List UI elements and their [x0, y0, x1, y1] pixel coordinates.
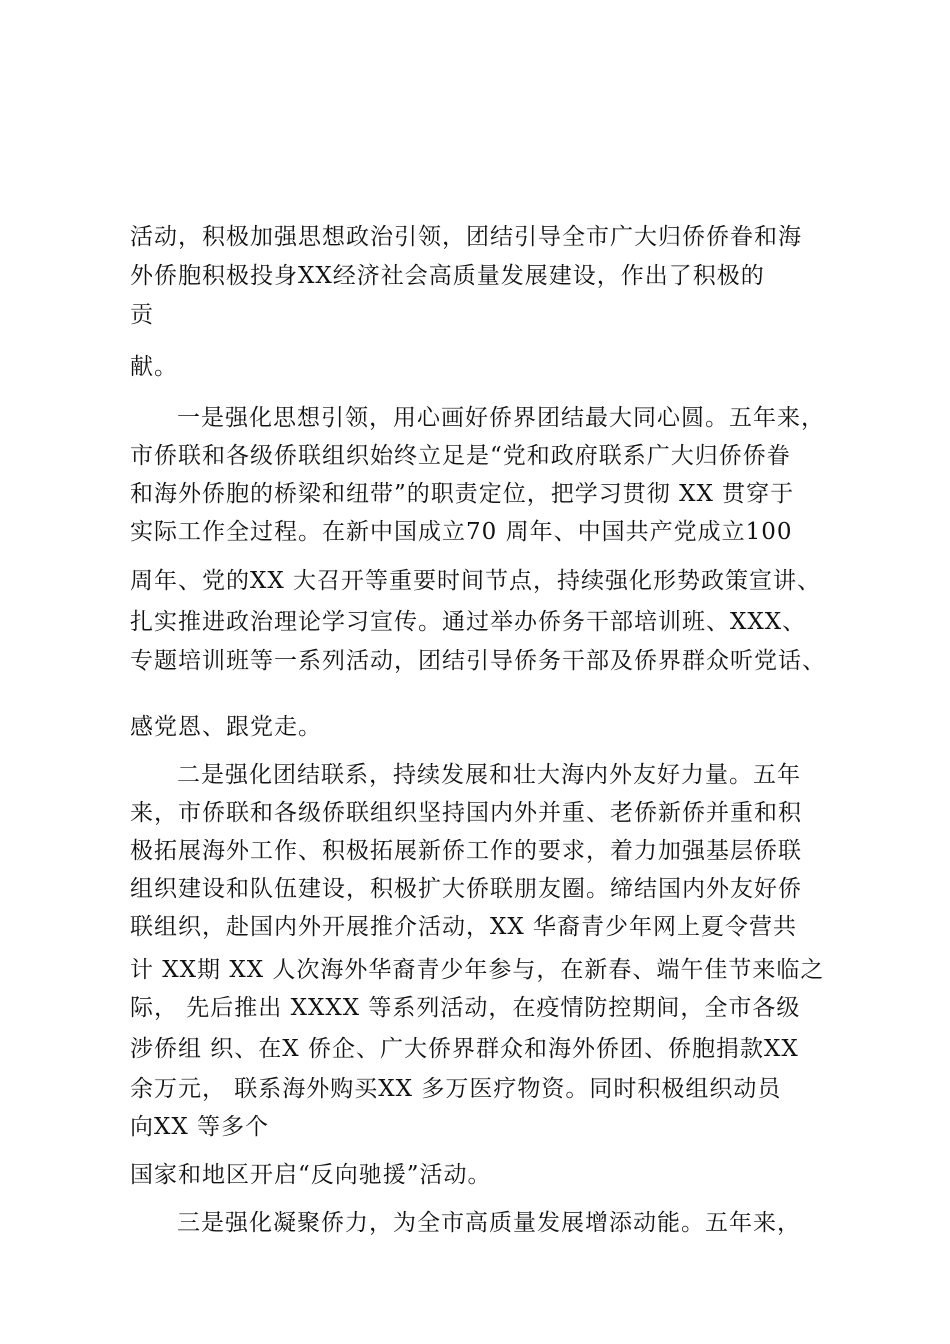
text-line-9: 周年、党的XX 大召开等重要时间节点，持续强化形势政策宣讲、	[130, 568, 822, 594]
text-line-24: 三是强化凝聚侨力，为全市高质量发展增添动能。五年来，	[177, 1210, 801, 1236]
text-line-4: 献。	[130, 354, 178, 380]
text-line-23: 国家和地区开启“反向驰援”活动。	[130, 1162, 492, 1188]
text-line-5: 一是强化思想引领，用心画好侨界团结最大同心圆。五年来，	[177, 405, 825, 431]
text-line-8: 实际工作全过程。在新中国成立70 周年、中国共产党成立100	[130, 519, 793, 545]
text-line-21: 余万元， 联系海外购买XX 多万医疗物资。同时积极组织动员	[130, 1076, 782, 1102]
text-line-1: 活动，积极加强思想政治引领，团结引导全市广大归侨侨眷和海	[130, 224, 802, 250]
text-line-10: 扎实推进政治理论学习宣传。通过举办侨务干部培训班、XXX、	[130, 609, 807, 635]
text-line-20: 涉侨组 织、在X 侨企、广大侨界群众和海外侨团、侨胞捐款XX	[130, 1036, 799, 1062]
text-line-11: 专题培训班等一系列活动，团结引导侨务干部及侨界群众听党话、	[130, 648, 826, 674]
text-line-6: 市侨联和各级侨联组织始终立足是“党和政府联系广大归侨侨眷	[130, 443, 791, 469]
text-line-3: 贡	[130, 302, 154, 328]
text-line-22: 向XX 等多个	[130, 1114, 270, 1140]
text-line-2: 外侨胞积极投身XX经济社会高质量发展建设，作出了积极的	[130, 263, 765, 289]
text-line-18: 计 XX期 XX 人次海外华裔青少年参与，在新春、端午佳节来临之	[130, 957, 825, 983]
text-line-14: 来，市侨联和各级侨联组织坚持国内外并重、老侨新侨并重和积	[130, 800, 802, 826]
text-line-16: 组织建设和队伍建设，积极扩大侨联朋友圈。缔结国内外友好侨	[130, 876, 802, 902]
text-line-12: 感党恩、跟党走。	[130, 714, 322, 740]
text-line-7: 和海外侨胞的桥梁和纽带”的职责定位，把学习贯彻 XX 贯穿于	[130, 481, 795, 507]
text-line-15: 极拓展海外工作、积极拓展新侨工作的要求，着力加强基层侨联	[130, 838, 802, 864]
text-line-17: 联组织，赴国内外开展推介活动，XX 华裔青少年网上夏令营共	[130, 914, 798, 940]
text-line-19: 际， 先后推出 XXXX 等系列活动，在疫情防控期间，全市各级	[130, 995, 801, 1021]
text-line-13: 二是强化团结联系，持续发展和壮大海内外友好力量。五年	[177, 762, 801, 788]
